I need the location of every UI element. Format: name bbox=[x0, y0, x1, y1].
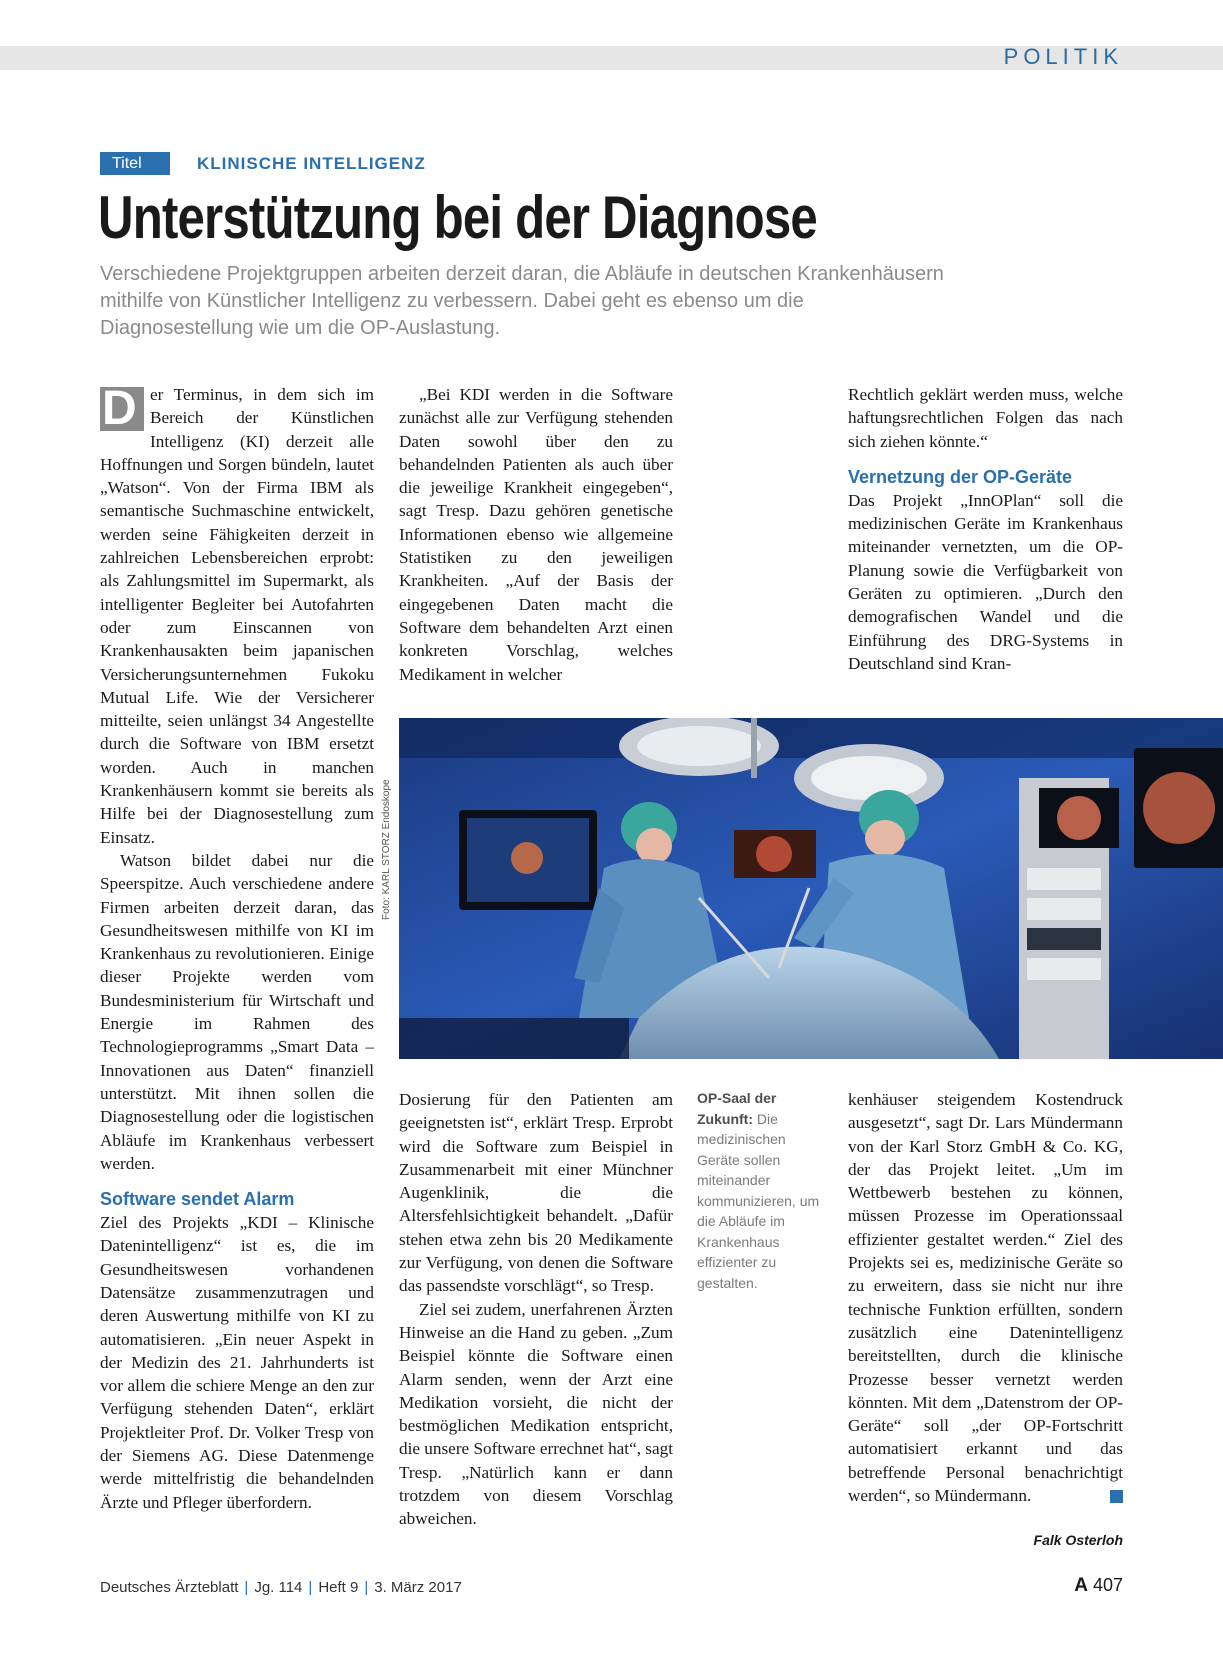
date: 3. März 2017 bbox=[374, 1579, 462, 1596]
paragraph: Ziel sei zudem, unerfahrenen Ärzten Hinweise an die Hand zu geben. „Zum Beispiel könnte die Software einen Alarm senden, wenn der Arzt eine Medikation vorsieht, die nicht der bestmöglichen Medikation entspricht, die unsere Software errechnet hat“, sagt Tresp. „Natürlich kann er dann trotzdem von diesem Vorschlag abweichen. bbox=[399, 1299, 673, 1529]
article-column-3-bottom bbox=[848, 1088, 1123, 1507]
photo-caption bbox=[697, 1088, 822, 1293]
article-column-1 bbox=[100, 383, 374, 1514]
journal-name: Deutsches Ärzteblatt bbox=[100, 1579, 239, 1596]
article-column-2-top bbox=[399, 383, 673, 686]
paragraph: Ziel des Projekts „KDI – Klinische Datenintelligenz“ ist es, die im Gesundheitswesen vorhandenen Datensätze zusammenzutragen und deren Auswertung mithilfe von KI zu automatisieren. „Ein neuer Aspekt in der Medizin des 21. Jahrhunderts ist vor allem die schiere Menge an den zur Verfügung stehenden Daten“, erklärt Projektleiter Prof. Dr. Volker Tresp von der Siemens AG. Diese Datenmenge werde mittelfristig die behandelnden Ärzte und Pfleger überfordern. bbox=[100, 1213, 374, 1512]
paragraph: „Bei KDI werden in die Software zunächst alle zur Verfügung stehenden Daten sowohl über den zu behandelnden Patienten als auch über die jeweilige Krankheit eingegeben“, sagt Tresp. Dazu gehören genetische Informationen ebenso wie allgemeine Statistiken zu den jeweiligen Krankheiten. „Auf der Basis der eingegebenen Daten macht die Software dem behandelten Arzt einen konkreten Vorschlag, welches Medikament in welcher bbox=[399, 385, 673, 684]
subheading: Vernetzung der OP-Geräte bbox=[848, 466, 1073, 487]
drop-cap: D bbox=[100, 387, 144, 431]
paragraph: Watson bildet dabei nur die Speerspitze. Auch verschiedene andere Firmen arbeiten derzeit daran, das Gesundheitswesen mithilfe von KI im Krankenhaus zu revolutionieren. Einige dieser Projekte werden vom Bundesministerium für Wirtschaft und Energie im Rahmen des Technologieprogramms „Smart Data – Innovationen aus Daten“ finanziell unterstützt. Mit ihnen sollen die Diagnosestellung oder die logistischen Abläufe im Krankenhaus verbessert werden. bbox=[100, 850, 374, 1173]
photo-illustration bbox=[399, 718, 1223, 1059]
subheading: Software sendet Alarm bbox=[100, 1189, 295, 1210]
rubric-tag: Titel bbox=[100, 152, 170, 175]
separator: | bbox=[308, 1579, 313, 1596]
section-label: POLITIK bbox=[1003, 44, 1123, 69]
caption-text: Die medizinischen Geräte sollen miteinander kommunizieren, um die Abläufe im Krankenhaus effizienter zu gestalten. bbox=[697, 1110, 820, 1291]
issue: Heft 9 bbox=[318, 1579, 359, 1596]
lead-text: Verschiedene Projektgruppen arbeiten derzeit daran, die Abläufe in deutschen Krankenhäusern mithilfe von Künstlicher Intelligenz zu verbessern. Dabei geht es ebenso um die Diagnosestellung wie um die OP-Auslastung. bbox=[100, 263, 944, 339]
page-number: A 407 bbox=[1074, 1575, 1123, 1596]
volume: Jg. 114 bbox=[254, 1579, 303, 1596]
paragraph: Rechtlich geklärt werden muss, welche haftungsrechtlichen Folgen das nach sich ziehen könnte.“ bbox=[848, 385, 1123, 451]
caption-title: OP-Saal der Zukunft: bbox=[697, 1090, 777, 1127]
rubric-title: KLINISCHE INTELLIGENZ bbox=[197, 154, 426, 173]
paragraph: Das Projekt „InnOPlan“ soll die medizinischen Geräte im Krankenhaus miteinander vernetzten, um die OP-Planung sowie die Verfügbarkeit von Geräten zu optimieren. „Durch den demografischen Wandel und die Einführung des DRG-Systems in Deutschland sind Kran- bbox=[848, 490, 1123, 673]
article-column-3-top bbox=[848, 383, 1123, 675]
footer bbox=[100, 1579, 462, 1596]
article-column-2-bottom bbox=[399, 1088, 673, 1531]
photo-credit: Foto: KARL STORZ Endoskope bbox=[381, 779, 392, 920]
headline: Unterstützung bei der Diagnose bbox=[98, 184, 817, 251]
author: Falk Osterloh bbox=[1033, 1532, 1123, 1548]
end-mark-icon bbox=[1110, 1490, 1123, 1503]
separator: | bbox=[244, 1579, 249, 1596]
paragraph: kenhäuser steigendem Kostendruck ausgesetzt“, sagt Dr. Lars Mündermann von der Karl Storz GmbH & Co. KG, der das Projekt leitet. „Um im Wettbewerb bestehen zu können, müssen Prozesse im Operationssaal effizienter gestaltet werden.“ Ziel des Projekts sei es, medizinische Geräte so zu erweitern, dass sie nicht nur ihre technische Funktion erfüllten, sondern zusätzlich eine Datenintelligenz bereitstellten, durch die klinische Prozesse besser vernetzt werden könnten. Mit dem „Datenstrom der OP-Geräte“ soll „der OP-Fortschritt automatisiert erkannt und das betreffende Personal benachrichtigt werden“, so Mündermann. bbox=[848, 1090, 1123, 1506]
separator: | bbox=[364, 1579, 369, 1596]
paragraph: Dosierung für den Patienten am geeignetsten ist“, erklärt Tresp. Erprobt wird die Software zum Beispiel in Zusammenarbeit mit einer Münchner Augenklinik, die die Altersfehlsichtigkeit behandelt. „Dafür stehen etwa zehn bis 20 Medikamente zur Verfügung, von denen die Software das passendste vorschlägt“, so Tresp. bbox=[399, 1090, 673, 1296]
paragraph: er Terminus, in dem sich im Bereich der Künstlichen Intelligenz (KI) derzeit alle Hoffnungen und Sorgen bündeln, lautet „Watson“. Von der Firma IBM als semantische Suchmaschine entwickelt, werden seine Fähigkeiten derzeit in zahlreichen Lebensbereichen erprobt: als Zahlungsmittel im Supermarkt, als intelligenter Begleiter bei Autofahrten oder zum Einscannen von Krankenhausakten beim japanischen Versicherungsunternehmen Fukoku Mutual Life. Wie der Versicherer mitteilte, seien unlängst 34 Angestellte durch die Software von IBM ersetzt worden. Auch in manchen Krankenhäusern kommt sie bereits als Hilfe bei der Diagnosestellung zum Einsatz. bbox=[100, 385, 374, 847]
operating-room-photo bbox=[399, 718, 1223, 1059]
